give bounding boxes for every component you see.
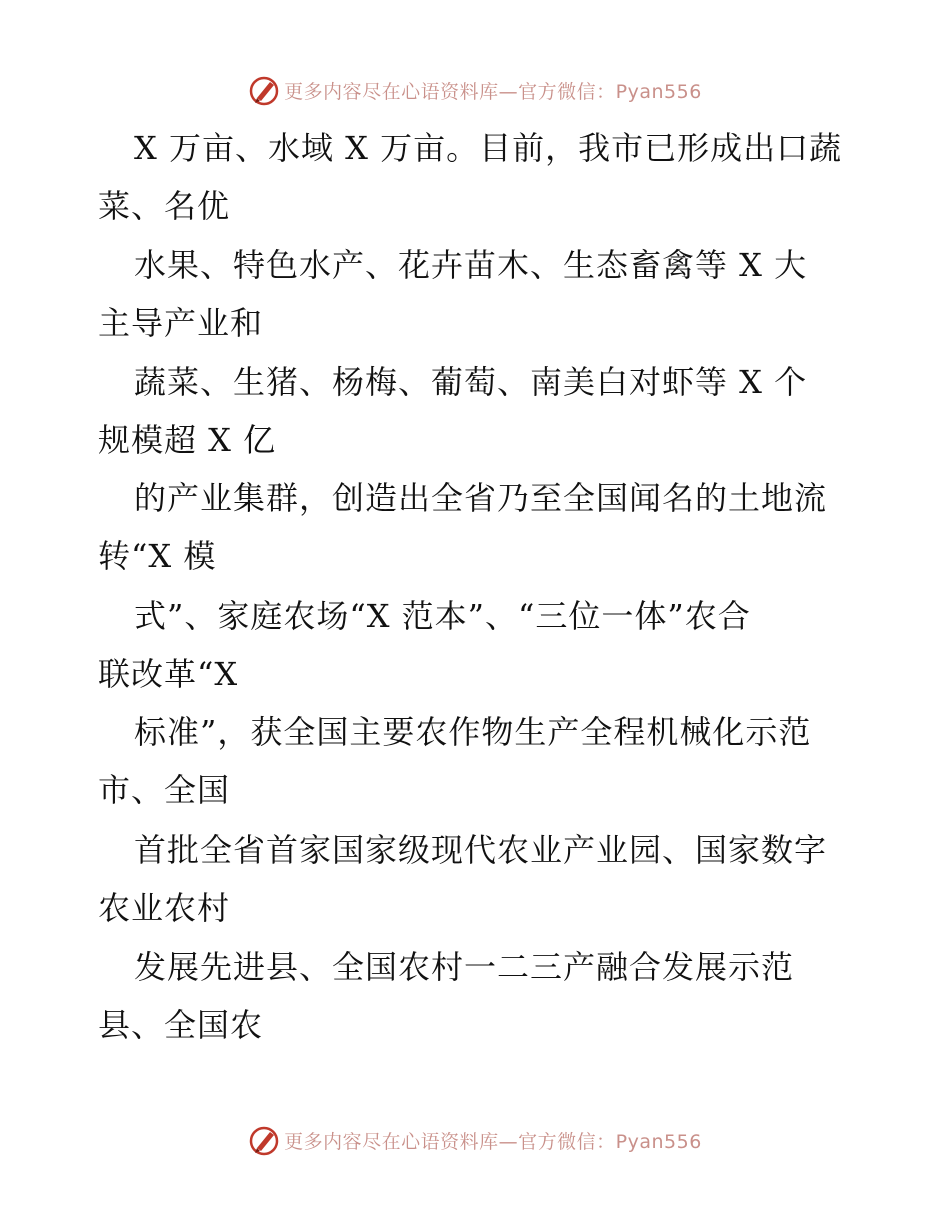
- footer-banner: [0, 1120, 950, 1160]
- text-line: X 万亩、水域 X 万亩。目前，我市已形成出口蔬: [134, 129, 843, 167]
- text-line: 的产业集群，创造出全省乃至全国闻名的土地流: [134, 479, 828, 517]
- text-line: 标准”，获全国主要农作物生产全程机械化示范: [134, 713, 812, 751]
- header-banner-text: 更多内容尽在心语资料库—官方微信：Pyan556: [284, 80, 702, 103]
- text-line: 式”、家庭农场“X 范本”、“三位一体”农合: [134, 597, 751, 635]
- text-line: 发展先进县、全国农村一二三产融合发展示范: [134, 948, 795, 986]
- pen-seal-logo-icon: [248, 74, 280, 106]
- text-line: 菜、名优: [98, 187, 231, 225]
- text-line: 联改革“X: [98, 655, 239, 693]
- text-line: 农业农村: [98, 889, 231, 927]
- text-line: 县、全国农: [98, 1006, 264, 1044]
- header-banner: [0, 70, 950, 110]
- text-line: 首批全省首家国家级现代农业产业园、国家数字: [134, 831, 828, 869]
- text-line: 蔬菜、生猪、杨梅、葡萄、南美白对虾等 X 个: [134, 363, 808, 401]
- text-line: 规模超 X 亿: [98, 421, 277, 459]
- footer-banner-text: 更多内容尽在心语资料库—官方微信：Pyan556: [284, 1130, 702, 1153]
- pen-seal-logo-icon: [248, 1124, 280, 1156]
- text-line: 市、全国: [98, 771, 231, 809]
- text-line: 转“X 模: [98, 537, 217, 575]
- text-line: 水果、特色水产、花卉苗木、生态畜禽等 X 大: [134, 246, 808, 284]
- text-line: 主导产业和: [98, 304, 264, 342]
